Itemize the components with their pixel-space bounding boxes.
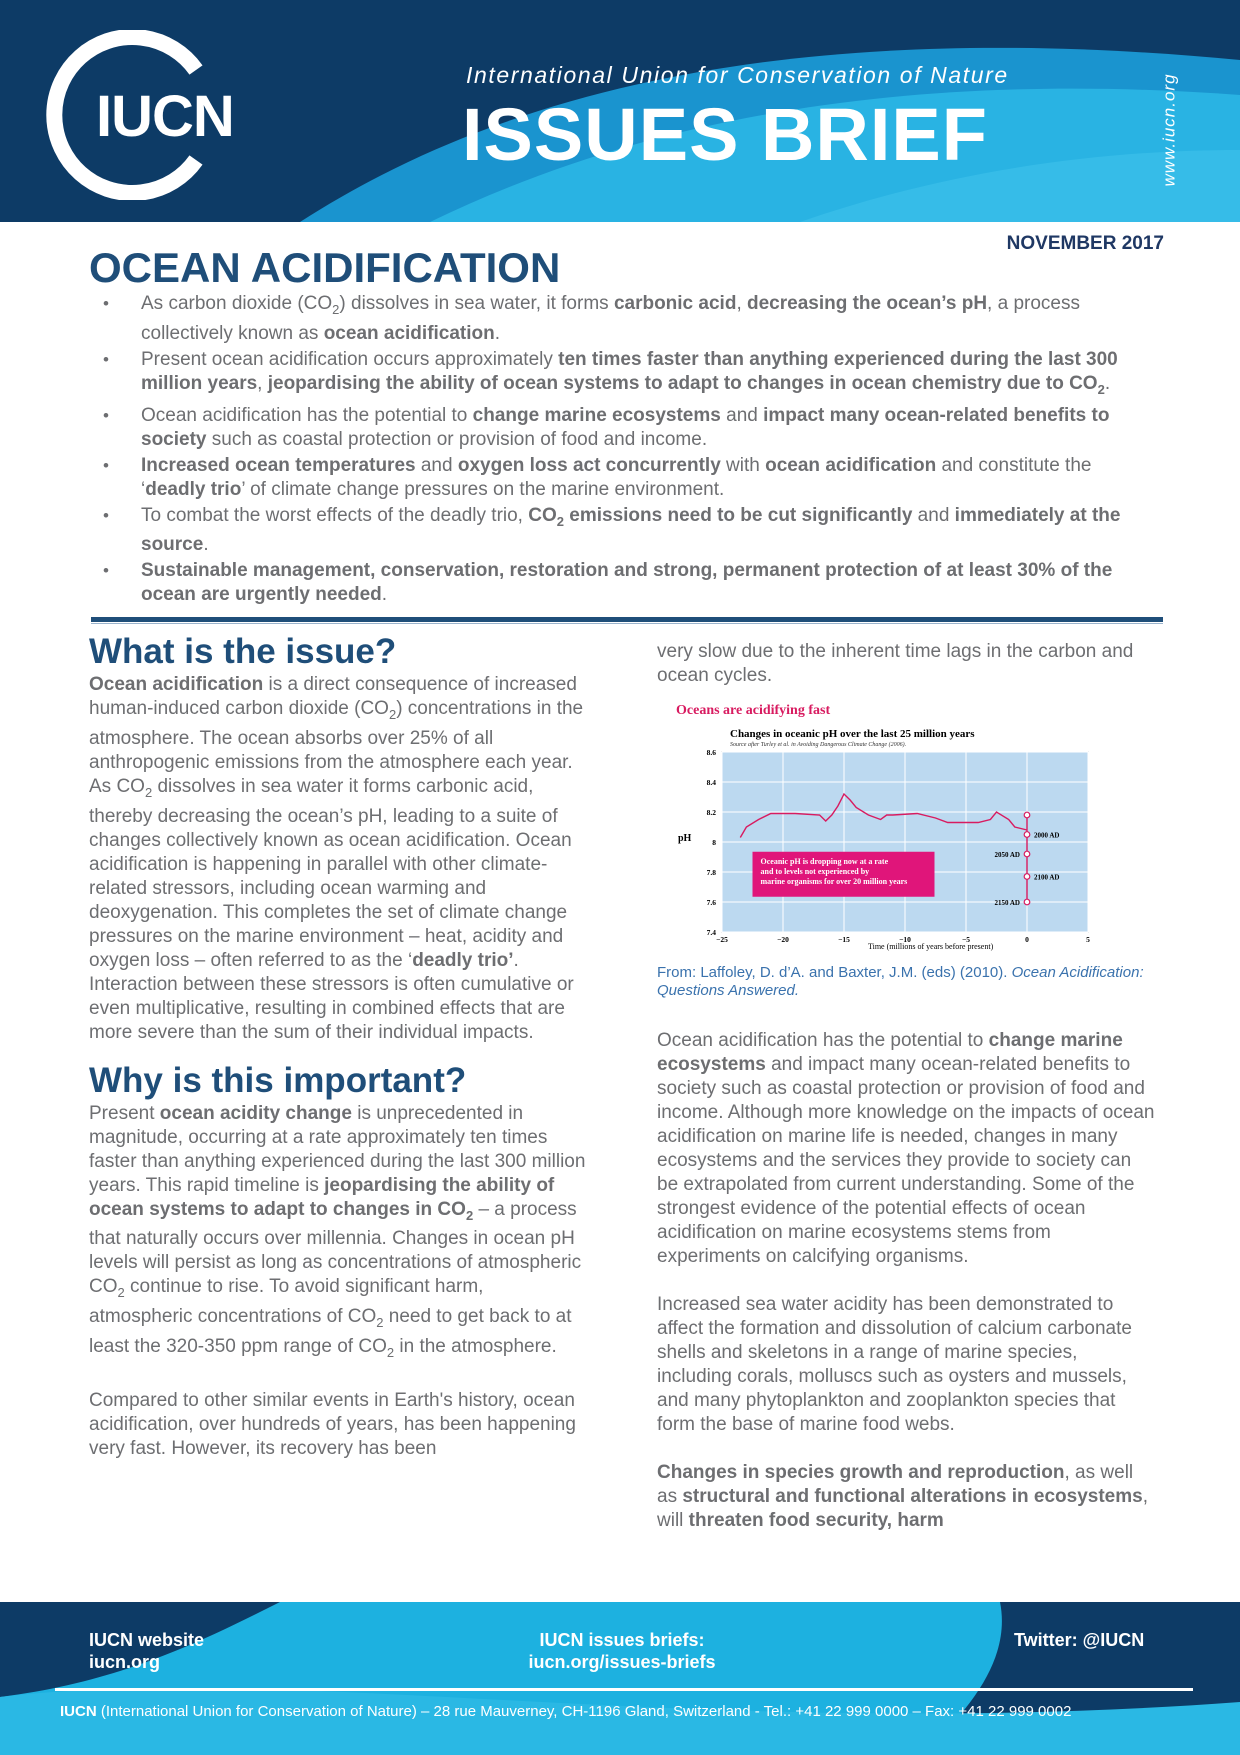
caption-source-title: Ocean Acidification: Questions Answered. (657, 964, 1144, 999)
right-paragraph-3: Changes in species growth and reproduction, as well as structural and functional alterations in ecosystems, will threaten food security, harm (657, 1462, 1148, 1531)
right-paragraph-1: Ocean acidification has the potential to change marine ecosystems and impact many ocean-related benefits to society such as coastal protection or provision of food and income. Although more knowledge on the impacts of ocean acidification on marine life is needed, changes in many ecosystems and the services they provide to society can be extrapolated from current understanding. Some of the strongest evidence of the potential effects of ocean acidification on marine ecosystems stems from experiments on calcifying organisms. (657, 1030, 1155, 1267)
footer-twitter[interactable]: Twitter: @IUCN (1014, 1630, 1145, 1650)
chart-x-tick-label: −25 (716, 935, 728, 944)
footer-address (60, 1703, 1071, 1720)
website-vertical[interactable] (1158, 70, 1188, 200)
footer-divider (55, 1688, 1193, 1691)
chart-source: Source after Turley et al. in Avoiding Dangerous Climate Change (2006). (730, 742, 907, 748)
issue-paragraph: Ocean acidification is a direct consequence of increased human-induced carbon dioxide $(CO_2)$ concentrations in the atmosphere. The ocean absorbs over 25% of all anthropogenic emissions from the atmosphere each year. As $CO_2$ dissolves in sea water it forms carbonic acid, thereby decreasing the ocean’s pH, leading to a suite of changes collectively known as ocean acidification. Ocean acidification is happening in parallel with other climate-related stressors, including ocean warming and deoxygenation. This completes the set of climate change pressures on the marine environment – heat, acidity and oxygen loss – often referred to as the ‘deadly trio’. Interaction between these stressors is often cumulative or even multiplicative, resulting in combined effects that are more severe than the sum of their individual impacts. (89, 674, 584, 1043)
important-heading: Why is this important? (89, 1060, 467, 1100)
chart-annotation-text: Oceanic pH is dropping now at a rate and to levels not experienced by marine organisms for over 20 million years (760, 856, 908, 886)
chart-xlabel: Time (millions of years before present) (868, 942, 994, 951)
footer-briefs-label: IUCN issues briefs: (539, 1630, 705, 1650)
chart-projection-label: 2000 AD (1034, 831, 1060, 840)
chart-y-tick-label: 7.4 (706, 928, 716, 937)
right-paragraph-2: Increased sea water acidity has been demonstrated to affect the formation and dissolution of calcium carbonate shells and skeletons in a range of marine species, including corals, molluscs such as oysters and mussels, and many phytoplankton and zooplankton species that form the base of marine food webs. (657, 1294, 1132, 1435)
footer-wave-graphic (0, 1602, 1240, 1755)
footer (0, 1602, 1240, 1755)
right-paragraph-0: very slow due to the inherent time lags in the carbon and ocean cycles. (657, 641, 1134, 686)
chart-y-tick-label: 8.6 (706, 748, 716, 757)
footer-website-link[interactable]: iucn.org (89, 1652, 160, 1672)
left-column (89, 632, 589, 1461)
footer-website-label: IUCN website (89, 1630, 205, 1650)
key-message-2: • Present ocean acidification occurs approximately ten times faster than anything experienced during the last 300 million years, jeopardising the ability of ocean systems to adapt to changes in ocean chemistry due to $CO_2$. (100, 348, 1150, 402)
key-message-1: • As carbon dioxide $(CO_2)$ dissolves in sea water, it forms carbonic acid, decreasing the ocean’s pH, a process collectively known as ocean acidification. (100, 292, 1150, 346)
address-org: IUCN (60, 1703, 97, 1720)
chart-y-tick-label: 8.2 (706, 808, 716, 817)
chart-heading: Oceans are acidifying fast (676, 703, 831, 718)
ph-chart (660, 695, 1150, 955)
chart-projection-label: 2150 AD (994, 899, 1020, 907)
chart-projection-point (1024, 812, 1030, 818)
chart-x-tick-label: −5 (961, 935, 971, 944)
header-banner (0, 0, 1240, 222)
chart-projection-point (1024, 851, 1030, 857)
brief-title: ISSUES BRIEF (462, 93, 988, 176)
chart-y-tick-label: 8.4 (706, 778, 716, 787)
chart-x-tick-label: −20 (777, 935, 789, 944)
publication-date: NOVEMBER 2017 (1006, 233, 1164, 254)
address-details: (International Union for Conservation of Nature) – 28 rue Mauverney, CH-1196 Gland, Switzerland - Tel.: +41 22 999 0000 – Fax: +41 22 999 0002 (96, 1703, 1072, 1720)
chart-projection-point (1024, 832, 1030, 838)
chart-x-tick-label: 5 (1086, 935, 1090, 944)
chart-caption (657, 964, 1147, 1000)
chart-title: Changes in oceanic pH over the last 25 million years (730, 728, 975, 740)
chart-y-tick-label: 8 (712, 838, 716, 847)
chart-projection-label: 2100 AD (1034, 873, 1060, 882)
section-divider (91, 617, 1163, 622)
key-message-6: • Sustainable management, conservation, restoration and strong, permanent protection of at least 30% of the ocean are urgently needed. (100, 559, 1150, 607)
footer-briefs[interactable] (522, 1629, 722, 1673)
chart-projection-label: 2050 AD (994, 851, 1020, 859)
key-message-3: • Ocean acidification has the potential to change marine ecosystems and impact many ocean-related benefits to society such as coastal protection or provision of food and income. (100, 404, 1150, 452)
key-messages-list (100, 292, 1150, 609)
chart-x-tick-label: −15 (838, 935, 850, 944)
chart-projection-point (1024, 899, 1030, 905)
page-title: OCEAN ACIDIFICATION (89, 244, 561, 291)
important-paragraph-2: Compared to other similar events in Earth's history, ocean acidification, over hundreds of years, has been happening very fast. However, its recovery has been (89, 1389, 576, 1459)
org-name: International Union for Conservation of Nature (466, 62, 1009, 88)
footer-briefs-link[interactable]: iucn.org/issues-briefs (528, 1652, 716, 1672)
chart-y-tick-label: 7.6 (706, 898, 716, 907)
key-message-4: • Increased ocean temperatures and oxygen loss act concurrently with ocean acidification and constitute the ‘deadly trio’ of climate change pressures on the marine environment. (100, 454, 1150, 502)
issue-heading: What is the issue? (89, 632, 397, 671)
key-message-5: • To combat the worst effects of the deadly trio, $CO_2$ emissions need to be cut significantly and immediately at the source. (100, 504, 1150, 558)
chart-x-tick-label: 0 (1025, 935, 1029, 944)
chart-projection-point (1024, 874, 1030, 880)
important-paragraph-1: Present ocean acidity change is unprecedented in magnitude, occurring at a rate approximately ten times faster than anything experienced during the last 300 million years. This rapid timeline is jeopardising the ability of ocean systems to adapt to changes in $CO_2$ – a process that naturally occurs over millennia. Changes in ocean pH levels will persist as long as concentrations of atmospheric $CO_2$ continue to rise. To avoid significant harm, atmospheric concentrations of $CO_2$ need to get back to at least the 320-350 ppm range of $CO_2$ in the atmosphere. (89, 1102, 586, 1360)
website-vertical-text[interactable]: www.iucn.org (1159, 73, 1179, 187)
caption-text: From: Laffoley, D. d’A. and Baxter, J.M. (eds) (2010). (657, 964, 1012, 981)
chart-x-tick-label: −10 (899, 935, 911, 944)
logo-text: IUCN (96, 84, 234, 149)
chart-ylabel: pH (678, 833, 692, 844)
section-divider-thin (91, 623, 1163, 624)
chart-plot-area (707, 748, 1091, 944)
chart-y-tick-label: 7.8 (706, 868, 716, 877)
footer-website[interactable] (89, 1629, 204, 1673)
